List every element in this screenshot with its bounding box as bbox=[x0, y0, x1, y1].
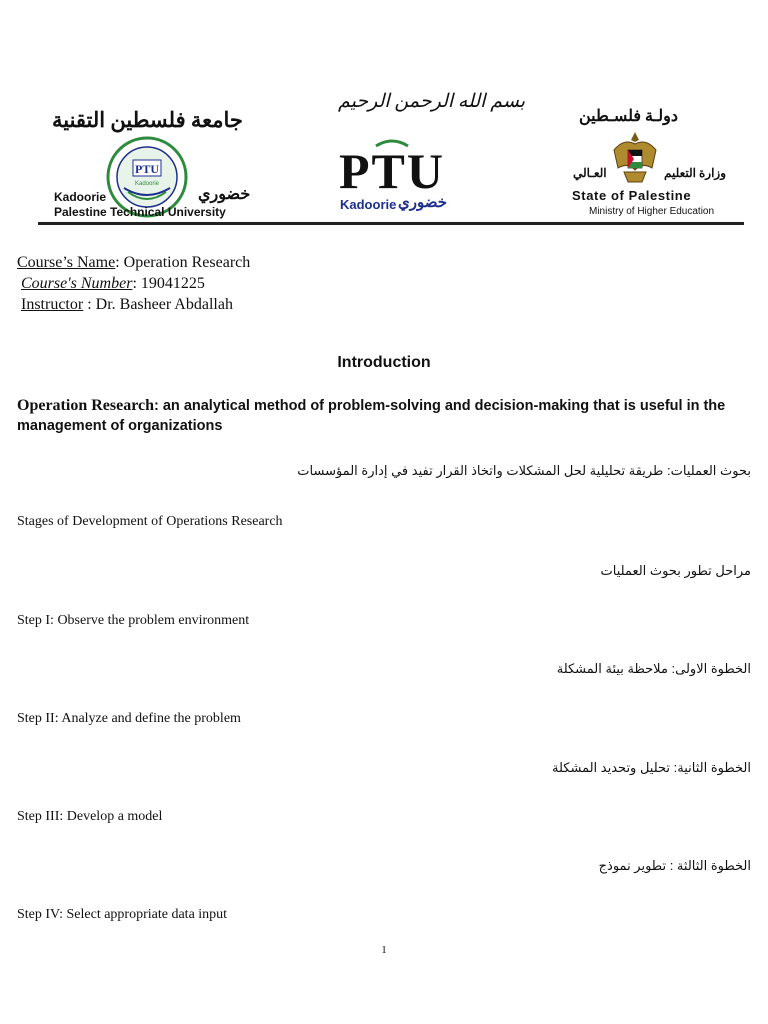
instructor-line bbox=[21, 296, 233, 314]
step-1-arabic: الخطوة الاولى: ملاحظة بيئة المشكلة bbox=[556, 661, 751, 676]
step-2-arabic: الخطوة الثانية: تحليل وتحديد المشكلة bbox=[552, 760, 751, 775]
definition-text: : an analytical method of problem-solving and decision-making that is useful in the management of organizations bbox=[17, 398, 726, 434]
step-3-arabic: الخطوة الثالثة : تطوير نموذج bbox=[598, 858, 751, 873]
ministry-name-arabic-suffix: العـالي bbox=[573, 166, 607, 180]
course-number-line bbox=[21, 275, 205, 293]
center-kadoorie-label: Kadoorie bbox=[340, 197, 397, 212]
kadoorie-label-arabic: خضوري bbox=[198, 186, 251, 203]
course-name-value: : Operation Research bbox=[115, 254, 251, 271]
university-name-english: Palestine Technical University bbox=[54, 205, 226, 219]
ministry-name-arabic: وزارة التعليم bbox=[664, 166, 726, 180]
stages-title-arabic: مراحل تطور بحوث العمليات bbox=[600, 563, 751, 578]
header-divider bbox=[38, 222, 744, 225]
step-3: Step III: Develop a model bbox=[17, 809, 163, 824]
introduction-heading: Introduction bbox=[337, 354, 431, 371]
university-name-arabic: جامعة فلسطين التقنية bbox=[52, 108, 243, 132]
kadoorie-label: Kadoorie bbox=[54, 190, 107, 204]
ministry-name-english: Ministry of Higher Education bbox=[589, 206, 715, 217]
definition-arabic: بحوث العمليات: طريقة تحليلية لحل المشكلات واتخاذ القرار تفيد في إدارة المؤسسات bbox=[297, 463, 751, 478]
instructor-label: Instructor bbox=[21, 296, 84, 313]
palestine-eagle-emblem bbox=[612, 128, 658, 188]
center-kadoorie-label-arabic: خضوري bbox=[398, 195, 448, 211]
course-number-value: : 19041225 bbox=[132, 275, 205, 292]
course-number-label: Course's Number bbox=[21, 275, 133, 292]
instructor-value: : Dr. Basheer Abdallah bbox=[83, 296, 233, 313]
operation-research-definition bbox=[17, 396, 757, 436]
basmala-calligraphy: بسم الله الرحمن الرحيم bbox=[338, 91, 526, 112]
state-name-english: State of Palestine bbox=[572, 188, 692, 203]
seal-caption: Kadoorie bbox=[134, 181, 160, 187]
seal-text: PTU bbox=[135, 162, 159, 176]
ptu-center-logo bbox=[336, 138, 448, 198]
state-name-arabic: دولـة فلسـطين bbox=[579, 108, 679, 125]
course-name-line bbox=[17, 254, 250, 272]
stages-title: Stages of Development of Operations Research bbox=[17, 514, 283, 529]
page-number: 1 bbox=[381, 944, 387, 956]
definition-term: Operation Research bbox=[17, 397, 155, 414]
step-1: Step I: Observe the problem environment bbox=[17, 613, 250, 628]
step-4: Step IV: Select appropriate data input bbox=[17, 907, 228, 922]
center-logo-text: PTU bbox=[339, 143, 445, 198]
course-name-label: Course’s Name bbox=[17, 254, 116, 271]
step-2: Step II: Analyze and define the problem bbox=[17, 711, 241, 726]
